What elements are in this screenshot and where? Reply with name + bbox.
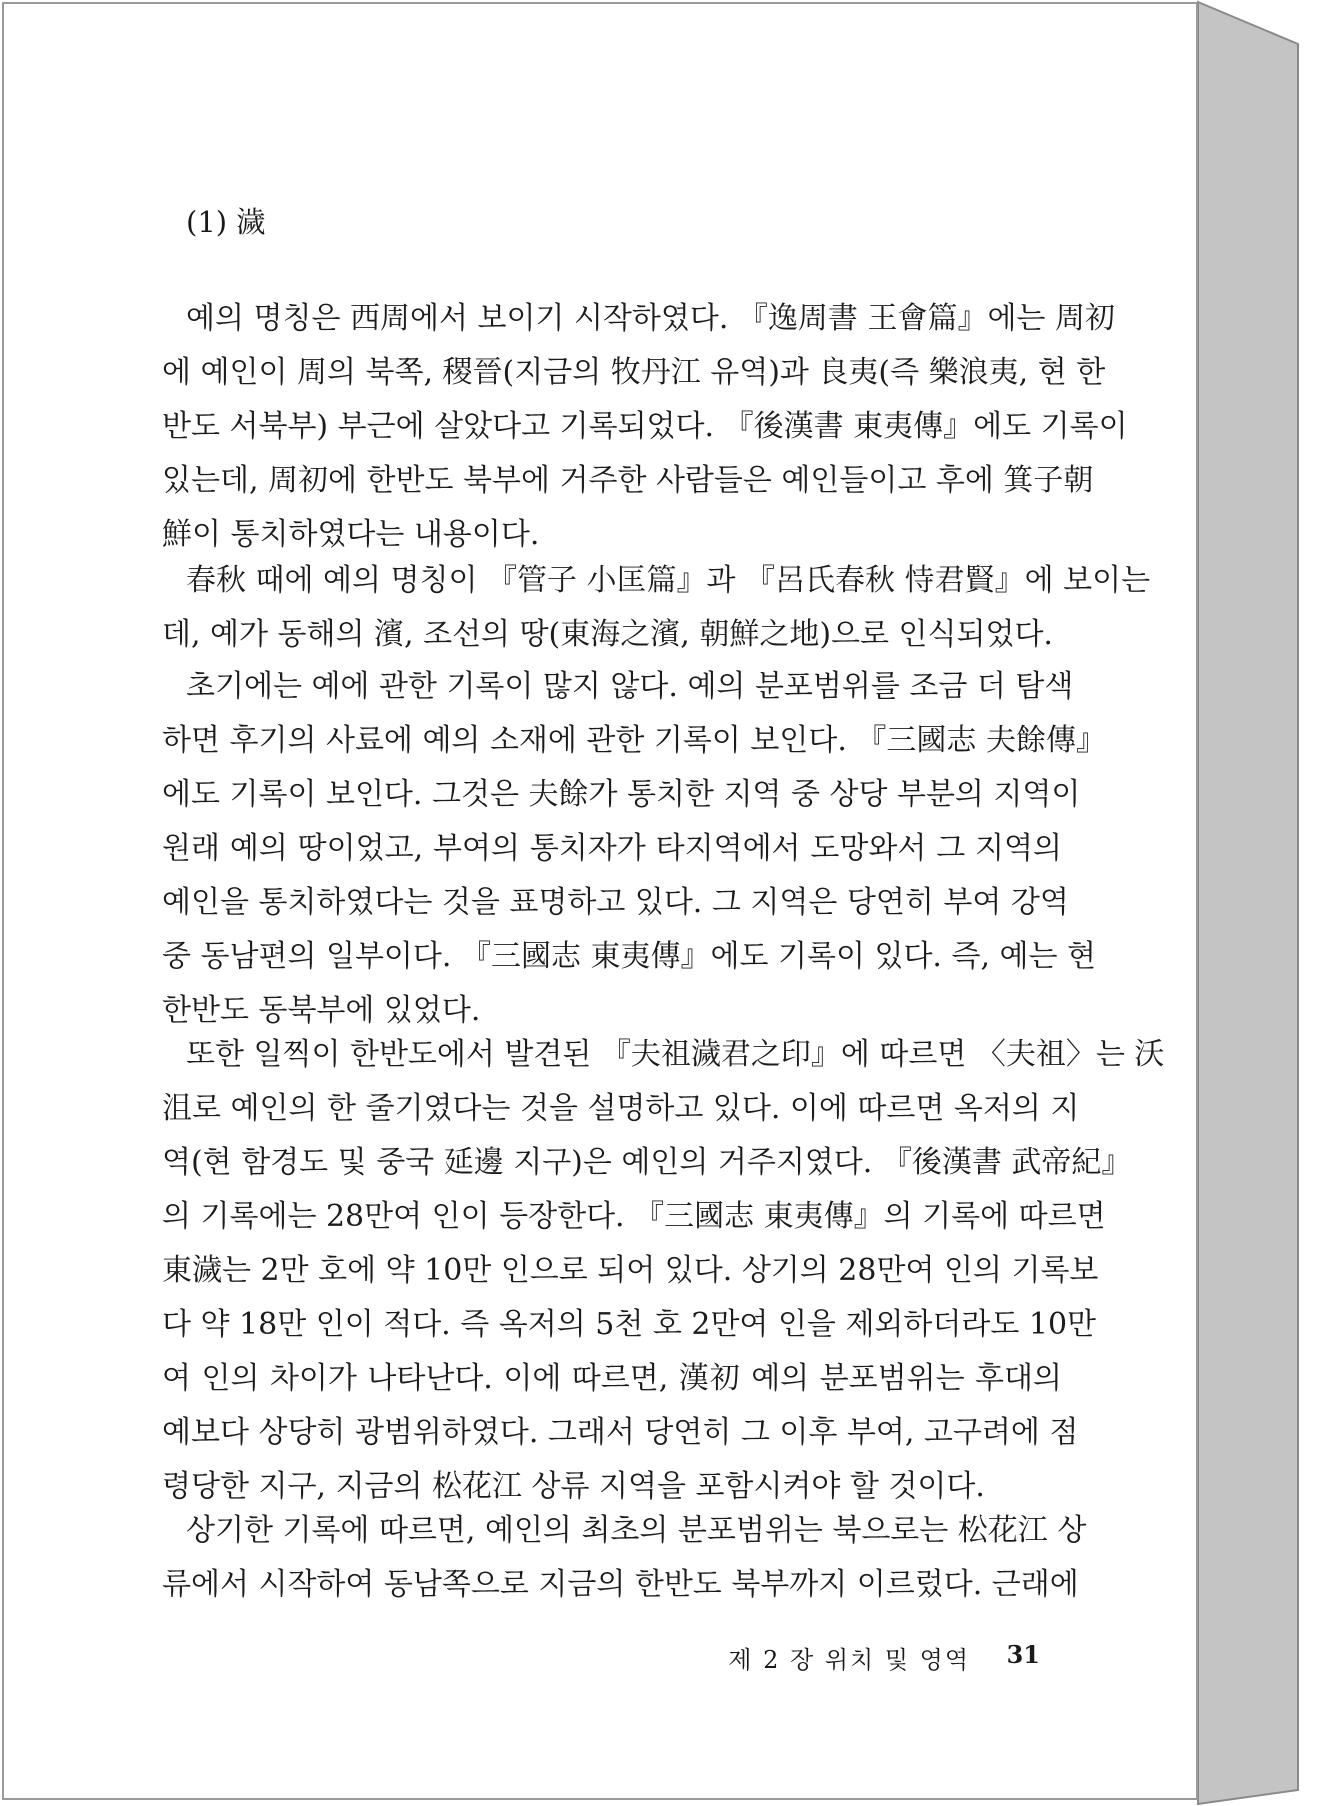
text-line: 류에서 시작하여 동남쪽으로 지금의 한반도 북부까지 이르렀다. 근래에	[162, 1567, 1079, 1602]
text-line: 반도 서북부) 부근에 살았다고 기록되었다. 『後漢書 東夷傳』에도 기록이	[162, 409, 1128, 444]
book-page	[2, 2, 1198, 1800]
text-line: 예의 명칭은 西周에서 보이기 시작하였다. 『逸周書 王會篇』에는 周初	[186, 301, 1115, 336]
text-line: 예보다 상당히 광범위하였다. 그래서 당연히 그 이후 부여, 고구려에 점	[162, 1415, 1079, 1450]
text-line: 여 인의 차이가 나타난다. 이에 따르면, 漢初 예의 분포범위는 후대의	[162, 1361, 1062, 1396]
paragraph-2	[162, 554, 1151, 662]
text-line: 에도 기록이 보인다. 그것은 夫餘가 통치한 지역 중 상당 부분의 지역이	[162, 777, 1081, 812]
text-line: 鮮이 통치하였다는 내용이다.	[162, 517, 540, 552]
paragraph-1	[162, 292, 1128, 562]
text-line: 초기에는 예에 관한 기록이 많지 않다. 예의 분포범위를 조금 더 탐색	[186, 669, 1074, 704]
text-line: 에 예인이 周의 북쪽, 稷晉(지금의 牧丹江 유역)과 良夷(즉 樂浪夷, 현 한	[162, 355, 1106, 390]
text-line: 령당한 지구, 지금의 松花江 상류 지역을 포함시켜야 할 것이다.	[162, 1469, 985, 1504]
paragraph-5	[162, 1504, 1087, 1612]
text-line: 있는데, 周初에 한반도 북부에 거주한 사람들은 예인들이고 후에 箕子朝	[162, 463, 1094, 498]
page-footer	[4, 1640, 1198, 1680]
text-line: 한반도 동북부에 있었다.	[162, 993, 481, 1028]
text-line: 역(현 함경도 및 중국 延邊 지구)은 예인의 거주지였다. 『後漢書 武帝紀』	[162, 1145, 1132, 1180]
paragraph-4	[162, 1028, 1165, 1514]
text-line: 다 약 18만 인이 적다. 즉 옥저의 5천 호 2만여 인을 제외하더라도 10만	[162, 1307, 1097, 1342]
text-line: 예인을 통치하였다는 것을 표명하고 있다. 그 지역은 당연히 부여 강역	[162, 885, 1069, 920]
section-heading: (1) 濊	[186, 205, 266, 239]
paragraph-3	[162, 660, 1106, 1038]
text-line: 東濊는 2만 호에 약 10만 인으로 되어 있다. 상기의 28만여 인의 기록보	[162, 1253, 1099, 1288]
text-line: 데, 예가 동해의 濱, 조선의 땅(東海之濱, 朝鮮之地)으로 인식되었다.	[162, 617, 1053, 652]
page-number: 31	[1006, 1640, 1040, 1669]
text-line: 원래 예의 땅이었고, 부여의 통치자가 타지역에서 도망와서 그 지역의	[162, 831, 1062, 866]
text-line: 의 기록에는 28만여 인이 등장한다. 『三國志 東夷傳』의 기록에 따르면	[162, 1199, 1106, 1234]
text-line: 하면 후기의 사료에 예의 소재에 관한 기록이 보인다. 『三國志 夫餘傳』	[162, 723, 1106, 758]
text-line: 상기한 기록에 따르면, 예인의 최초의 분포범위는 북으로는 松花江 상	[186, 1513, 1087, 1548]
text-line: 春秋 때에 예의 명칭이 『管子 小匡篇』과 『呂氏春秋 恃君賢』에 보이는	[186, 563, 1151, 598]
text-line: 중 동남편의 일부이다. 『三國志 東夷傳』에도 기록이 있다. 즉, 예는 현	[162, 939, 1097, 974]
chapter-title: 제 2 장 위치 및 영역	[728, 1646, 970, 1674]
text-line: 또한 일찍이 한반도에서 발견된 『夫祖濊君之印』에 따르면 〈夫祖〉는 沃	[186, 1037, 1165, 1072]
text-line: 沮로 예인의 한 줄기였다는 것을 설명하고 있다. 이에 따르면 옥저의 지	[162, 1091, 1080, 1126]
